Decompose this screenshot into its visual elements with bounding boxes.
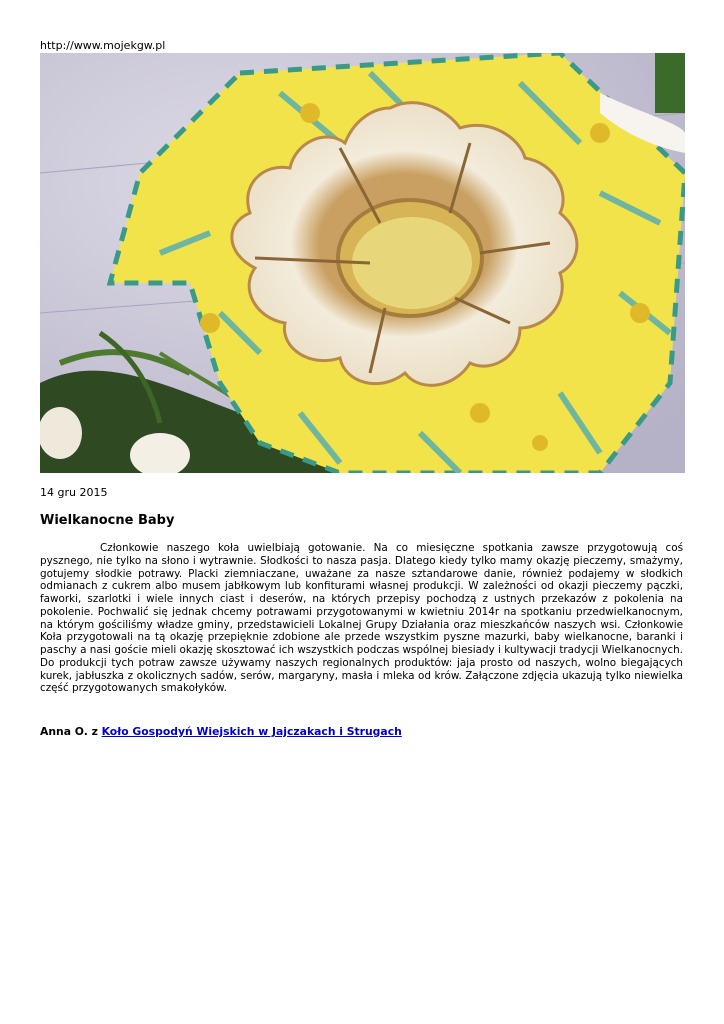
source-url: http://www.mojekgw.pl xyxy=(40,39,166,52)
photo-illustration xyxy=(40,53,685,473)
article-title: Wielkanocne Baby xyxy=(40,513,175,528)
article-body: Członkowie naszego koła uwielbiają gotowanie. Na co miesięczne spotkania zawsze przygotowują coś pysznego, nie tylko na słono i wytrawnie. Słodkości to nasza pasja. Dlatego kiedy tylko mamy okazję pieczemy, smażymy, gotujemy słodkie potrawy. Placki ziemniaczane, uważane za nasze sztandarowe danie, również podajemy w słodkich odmianach z cukrem albo musem jabłkowym lub konfiturami własnej produkcji. W zależności od okazji pieczemy pączki, faworki, szarlotki i wiele innych ciast i deserów, na których przepisy pochodzą z ustnych przekazów z pokolenia na pokolenie. Pochwalić się jednak chcemy potrawami przygotowanymi w kwietniu 2014r na spotkaniu przedwielkanocnym, na którym gościliśmy władze gminy, przedstawicieli Lokalnej Grupy Działania oraz mieszkańców naszych wsi. Członkowie Koła przygotowali na tą okazję przepięknie zdobione ale przede wszystkim pyszne mazurki, baby wielkanocne, baranki i paschy a nasi goście mieli okazję skosztować ich wszystkich podczas wspólnej biesiady i kultywacji tradycji Wielkanocnych. Do produkcji tych potraw zawsze używamy naszych regionalnych produktów: jaja prosto od naszych, wolno biegających kurek, jabłuszka z okolicznych sadów, serów, margaryny, masła i mleka od krów. Załączone zdjęcia ukazują tylko niewielka część przygotowanych smakołyków. xyxy=(40,542,683,695)
author-name: Anna O. z xyxy=(40,725,102,738)
article-date: 14 gru 2015 xyxy=(40,486,108,499)
eggshell xyxy=(40,407,82,459)
easter-cake-photo xyxy=(40,53,685,473)
vegetable xyxy=(655,53,685,113)
author-organization-link[interactable]: Koło Gospodyń Wiejskich w Jajczakach i Strugach xyxy=(101,725,402,738)
article-signature xyxy=(40,725,402,739)
